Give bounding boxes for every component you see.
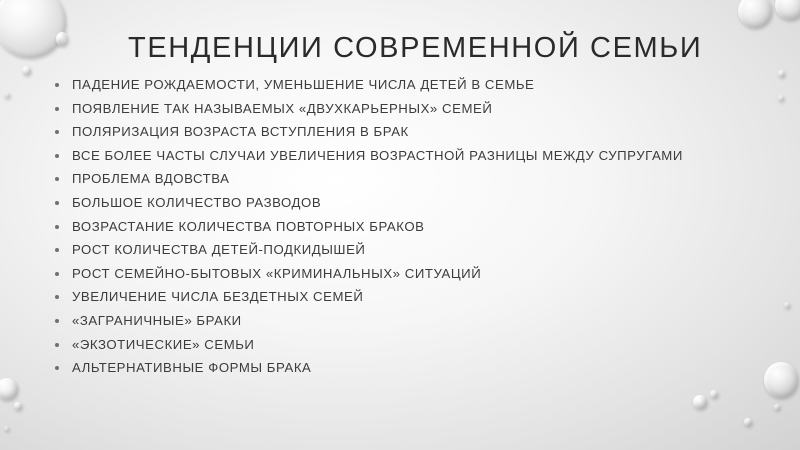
water-droplet-icon bbox=[693, 395, 707, 409]
bullet-list bbox=[52, 77, 692, 384]
water-droplet-icon bbox=[0, 378, 18, 400]
water-droplet-icon bbox=[744, 418, 752, 426]
water-droplet-icon bbox=[4, 92, 10, 98]
list-item: РОСТ СЕМЕЙНО-БЫТОВЫХ «КРИМИНАЛЬНЫХ» СИТУАЦИЙ bbox=[52, 266, 692, 282]
water-droplet-icon bbox=[22, 66, 31, 75]
water-droplet-icon bbox=[775, 0, 800, 20]
list-item: ВСЕ БОЛЕЕ ЧАСТЫ СЛУЧАИ УВЕЛИЧЕНИЯ ВОЗРАСТНОЙ РАЗНИЦЫ МЕЖДУ СУПРУГАМИ bbox=[52, 148, 692, 164]
water-droplet-icon bbox=[0, 0, 66, 58]
slide-title: ТЕНДЕНЦИИ СОВРЕМЕННОЙ СЕМЬИ bbox=[128, 32, 703, 64]
water-droplet-icon bbox=[784, 302, 790, 308]
list-item: ПРОБЛЕМА ВДОВСТВА bbox=[52, 171, 692, 187]
list-item: ПАДЕНИЕ РОЖДАЕМОСТИ, УМЕНЬШЕНИЕ ЧИСЛА ДЕТЕЙ В СЕМЬЕ bbox=[52, 77, 692, 93]
water-droplet-icon bbox=[774, 404, 780, 410]
water-droplet-icon bbox=[778, 70, 785, 77]
list-item: «ЭКЗОТИЧЕСКИЕ» СЕМЬИ bbox=[52, 337, 692, 353]
water-droplet-icon bbox=[710, 390, 718, 398]
water-droplet-icon bbox=[4, 426, 9, 431]
list-item: РОСТ КОЛИЧЕСТВА ДЕТЕЙ-ПОДКИДЫШЕЙ bbox=[52, 242, 692, 258]
water-droplet-icon bbox=[738, 0, 772, 28]
water-droplet-icon bbox=[14, 402, 22, 410]
water-droplet-icon bbox=[764, 362, 798, 398]
list-item: ПОЛЯРИЗАЦИЯ ВОЗРАСТА ВСТУПЛЕНИЯ В БРАК bbox=[52, 124, 692, 140]
list-item: АЛЬТЕРНАТИВНЫЕ ФОРМЫ БРАКА bbox=[52, 360, 692, 376]
list-item: «ЗАГРАНИЧНЫЕ» БРАКИ bbox=[52, 313, 692, 329]
list-item: УВЕЛИЧЕНИЕ ЧИСЛА БЕЗДЕТНЫХ СЕМЕЙ bbox=[52, 289, 692, 305]
water-droplet-icon bbox=[778, 95, 784, 101]
list-item: БОЛЬШОЕ КОЛИЧЕСТВО РАЗВОДОВ bbox=[52, 195, 692, 211]
list-item: ВОЗРАСТАНИЕ КОЛИЧЕСТВА ПОВТОРНЫХ БРАКОВ bbox=[52, 219, 692, 235]
water-droplet-icon bbox=[56, 32, 68, 46]
list-item: ПОЯВЛЕНИЕ ТАК НАЗЫВАЕМЫХ «ДВУХКАРЬЕРНЫХ» СЕМЕЙ bbox=[52, 101, 692, 117]
